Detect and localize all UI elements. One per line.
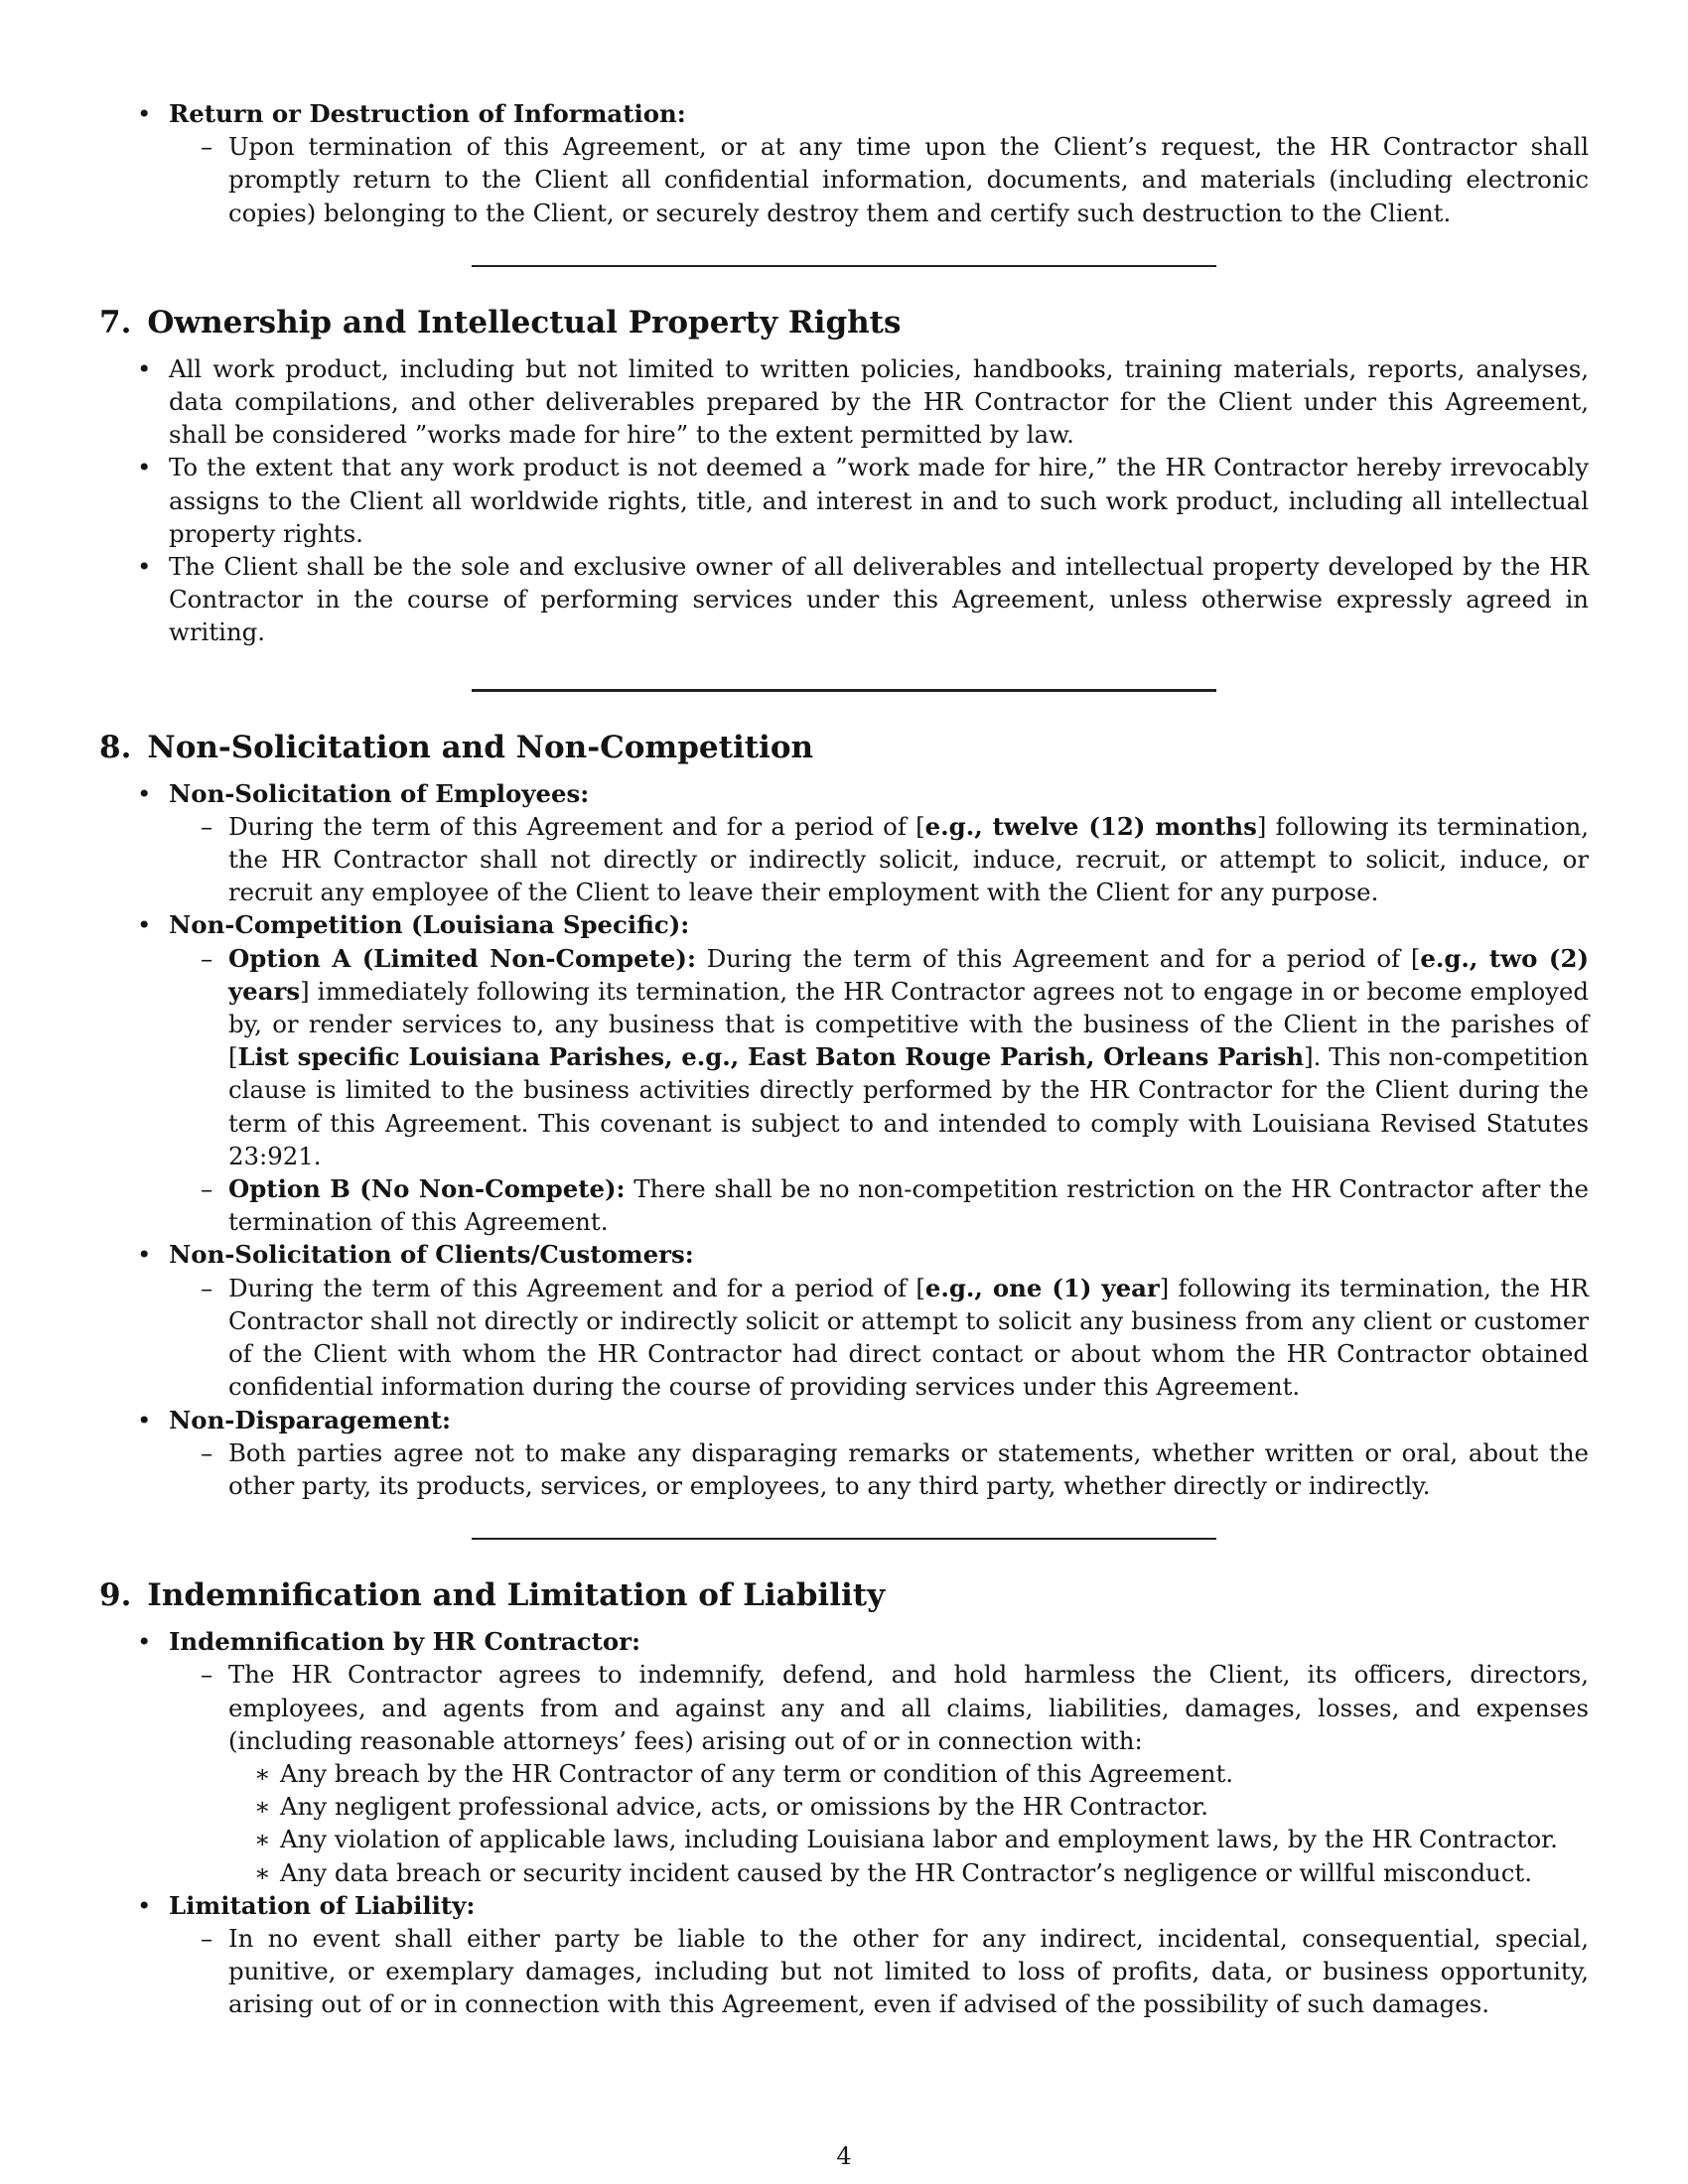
option-a-text: – Option A (Limited Non-Compete): During the term of this Agreement and for a period of [e.g., two (2) years] immediately following its termination, the HR Contractor agrees not to engage in or become employed by, or render services to, any business that is competitive with the business of the Client in the parishes of [List specific Louisiana Parishes, e.g., East Baton Rouge Parish, Orleans Parish]. This non-competition clause is limited to the business activities directly performed by the HR Contractor for the Client during the term of this Agreement. This covenant is subject to and intended to comply with Louisiana Revised Statutes 23:921. xyxy=(228,943,1590,1170)
list-item xyxy=(99,1238,1589,1403)
list-item xyxy=(99,1889,1589,2021)
list-item xyxy=(99,777,1589,909)
list-item xyxy=(169,1272,1589,1404)
list-item: ∗ Any data breach or security incident caused by the HR Contractor’s negligence or willful misconduct. xyxy=(228,1856,1589,1889)
list-item: • All work product, including but not limited to written policies, handbooks, training materials, reports, analyses, data compilations, and other deliverables prepared by the HR Contractor for the Client under this Agreement, shall be considered ”works made for hire” to the extent permitted by law. xyxy=(99,352,1589,452)
list-item: • The Client shall be the sole and exclusive owner of all deliverables and intellectual property developed by the HR Contractor in the course of performing services under this Agreement, unless otherwise expressly agreed in writing. xyxy=(99,550,1589,649)
section-8-list xyxy=(99,777,1589,1502)
list-item xyxy=(169,1922,1589,2021)
section-7-title: 7. Ownership and Intellectual Property Rights xyxy=(99,304,902,341)
employees-text: – During the term of this Agreement and for a period of [e.g., twelve (12) months] following its termination, the HR Contractor shall not directly or indirectly solicit, induce, recruit, or attempt to solicit, induce, or recruit any employee of the Client to leave their employment with the Client for any purpose. xyxy=(228,811,1589,907)
clients-text: – During the term of this Agreement and for a period of [e.g., one (1) year] following its termination, the HR Contractor shall not directly or indirectly solicit or attempt to solicit any business from any client or customer of the Client with whom the HR Contractor had direct contact or about whom the HR Contractor obtained confidential information during the course of providing services under this Agreement. xyxy=(228,1273,1589,1402)
limitation-text: – In no event shall either party be liable to the other for any indirect, incidental, consequential, special, punitive, or exemplary damages, including but not limited to loss of profits, data, or business opportunity, arising out of or in connection with this Agreement, even if advised of the possibility of such damages. xyxy=(228,1923,1589,2019)
list-item: ∗ Any breach by the HR Contractor of any term or condition of this Agreement. xyxy=(228,1757,1589,1790)
list-item xyxy=(99,1625,1589,1889)
option-b-text: – Option B (No Non-Compete): There shall be no non-competition restriction on the HR Contractor after the termination of this Agreement. xyxy=(228,1174,1589,1237)
section-divider xyxy=(472,689,1216,692)
section-9-list xyxy=(99,1625,1589,2020)
section-divider xyxy=(472,1538,1216,1540)
return-text: – Upon termination of this Agreement, or at any time upon the Client’s request, the HR Contractor shall promptly return to the Client all confidential information, documents, and materials (including electronic copies) belonging to the Client, or securely destroy them and certify such destruction to the Client. xyxy=(228,132,1589,227)
list-item xyxy=(99,97,1589,229)
list-item: ∗ Any violation of applicable laws, including Louisiana labor and employment laws, by the HR Contractor. xyxy=(228,1823,1589,1855)
page-number: 4 xyxy=(836,2142,852,2170)
disparagement-text: – Both parties agree not to make any disparaging remarks or statements, whether written or oral, about the other party, its products, services, or employees, to any third party, whether directly or indirectly. xyxy=(228,1437,1589,1500)
list-item xyxy=(99,908,1589,1238)
document-page xyxy=(99,97,1589,2021)
list-item xyxy=(169,942,1589,1172)
list-item xyxy=(169,1172,1589,1238)
list-item xyxy=(99,1404,1589,1503)
return-heading: • Return or Destruction of Information: xyxy=(169,99,686,128)
section-7-list xyxy=(99,352,1589,649)
list-item xyxy=(169,130,1589,229)
indemnification-heading: • Indemnification by HR Contractor: xyxy=(169,1627,641,1657)
employees-heading: • Non-Solicitation of Employees: xyxy=(169,778,590,808)
competition-heading: • Non-Competition (Louisiana Specific): xyxy=(169,910,690,940)
list-item: ∗ Any negligent professional advice, acts, or omissions by the HR Contractor. xyxy=(228,1790,1589,1823)
section-divider xyxy=(472,265,1216,267)
list-item: • To the extent that any work product is not deemed a ”work made for hire,” the HR Contractor hereby irrevocably assigns to the Client all worldwide rights, title, and interest in and to such work product, including all intellectual property rights. xyxy=(99,451,1589,550)
section-9-title: 9. Indemnification and Limitation of Liability xyxy=(99,1577,886,1614)
indemnification-text: – The HR Contractor agrees to indemnify, defend, and hold harmless the Client, its officers, directors, employees, and agents from and against any and all claims, liabilities, damages, losses, and expenses (including reasonable attorneys’ fees) arising out of or in connection with: xyxy=(228,1660,1589,1755)
limitation-heading: • Limitation of Liability: xyxy=(169,1890,476,1920)
disparagement-heading: • Non-Disparagement: xyxy=(169,1405,451,1434)
return-list xyxy=(99,97,1589,229)
section-8-title: 8. Non-Solicitation and Non-Competition xyxy=(99,729,814,765)
clients-heading: • Non-Solicitation of Clients/Customers: xyxy=(169,1240,694,1270)
list-item xyxy=(169,1436,1589,1502)
list-item xyxy=(169,1658,1589,1888)
list-item xyxy=(169,810,1589,909)
